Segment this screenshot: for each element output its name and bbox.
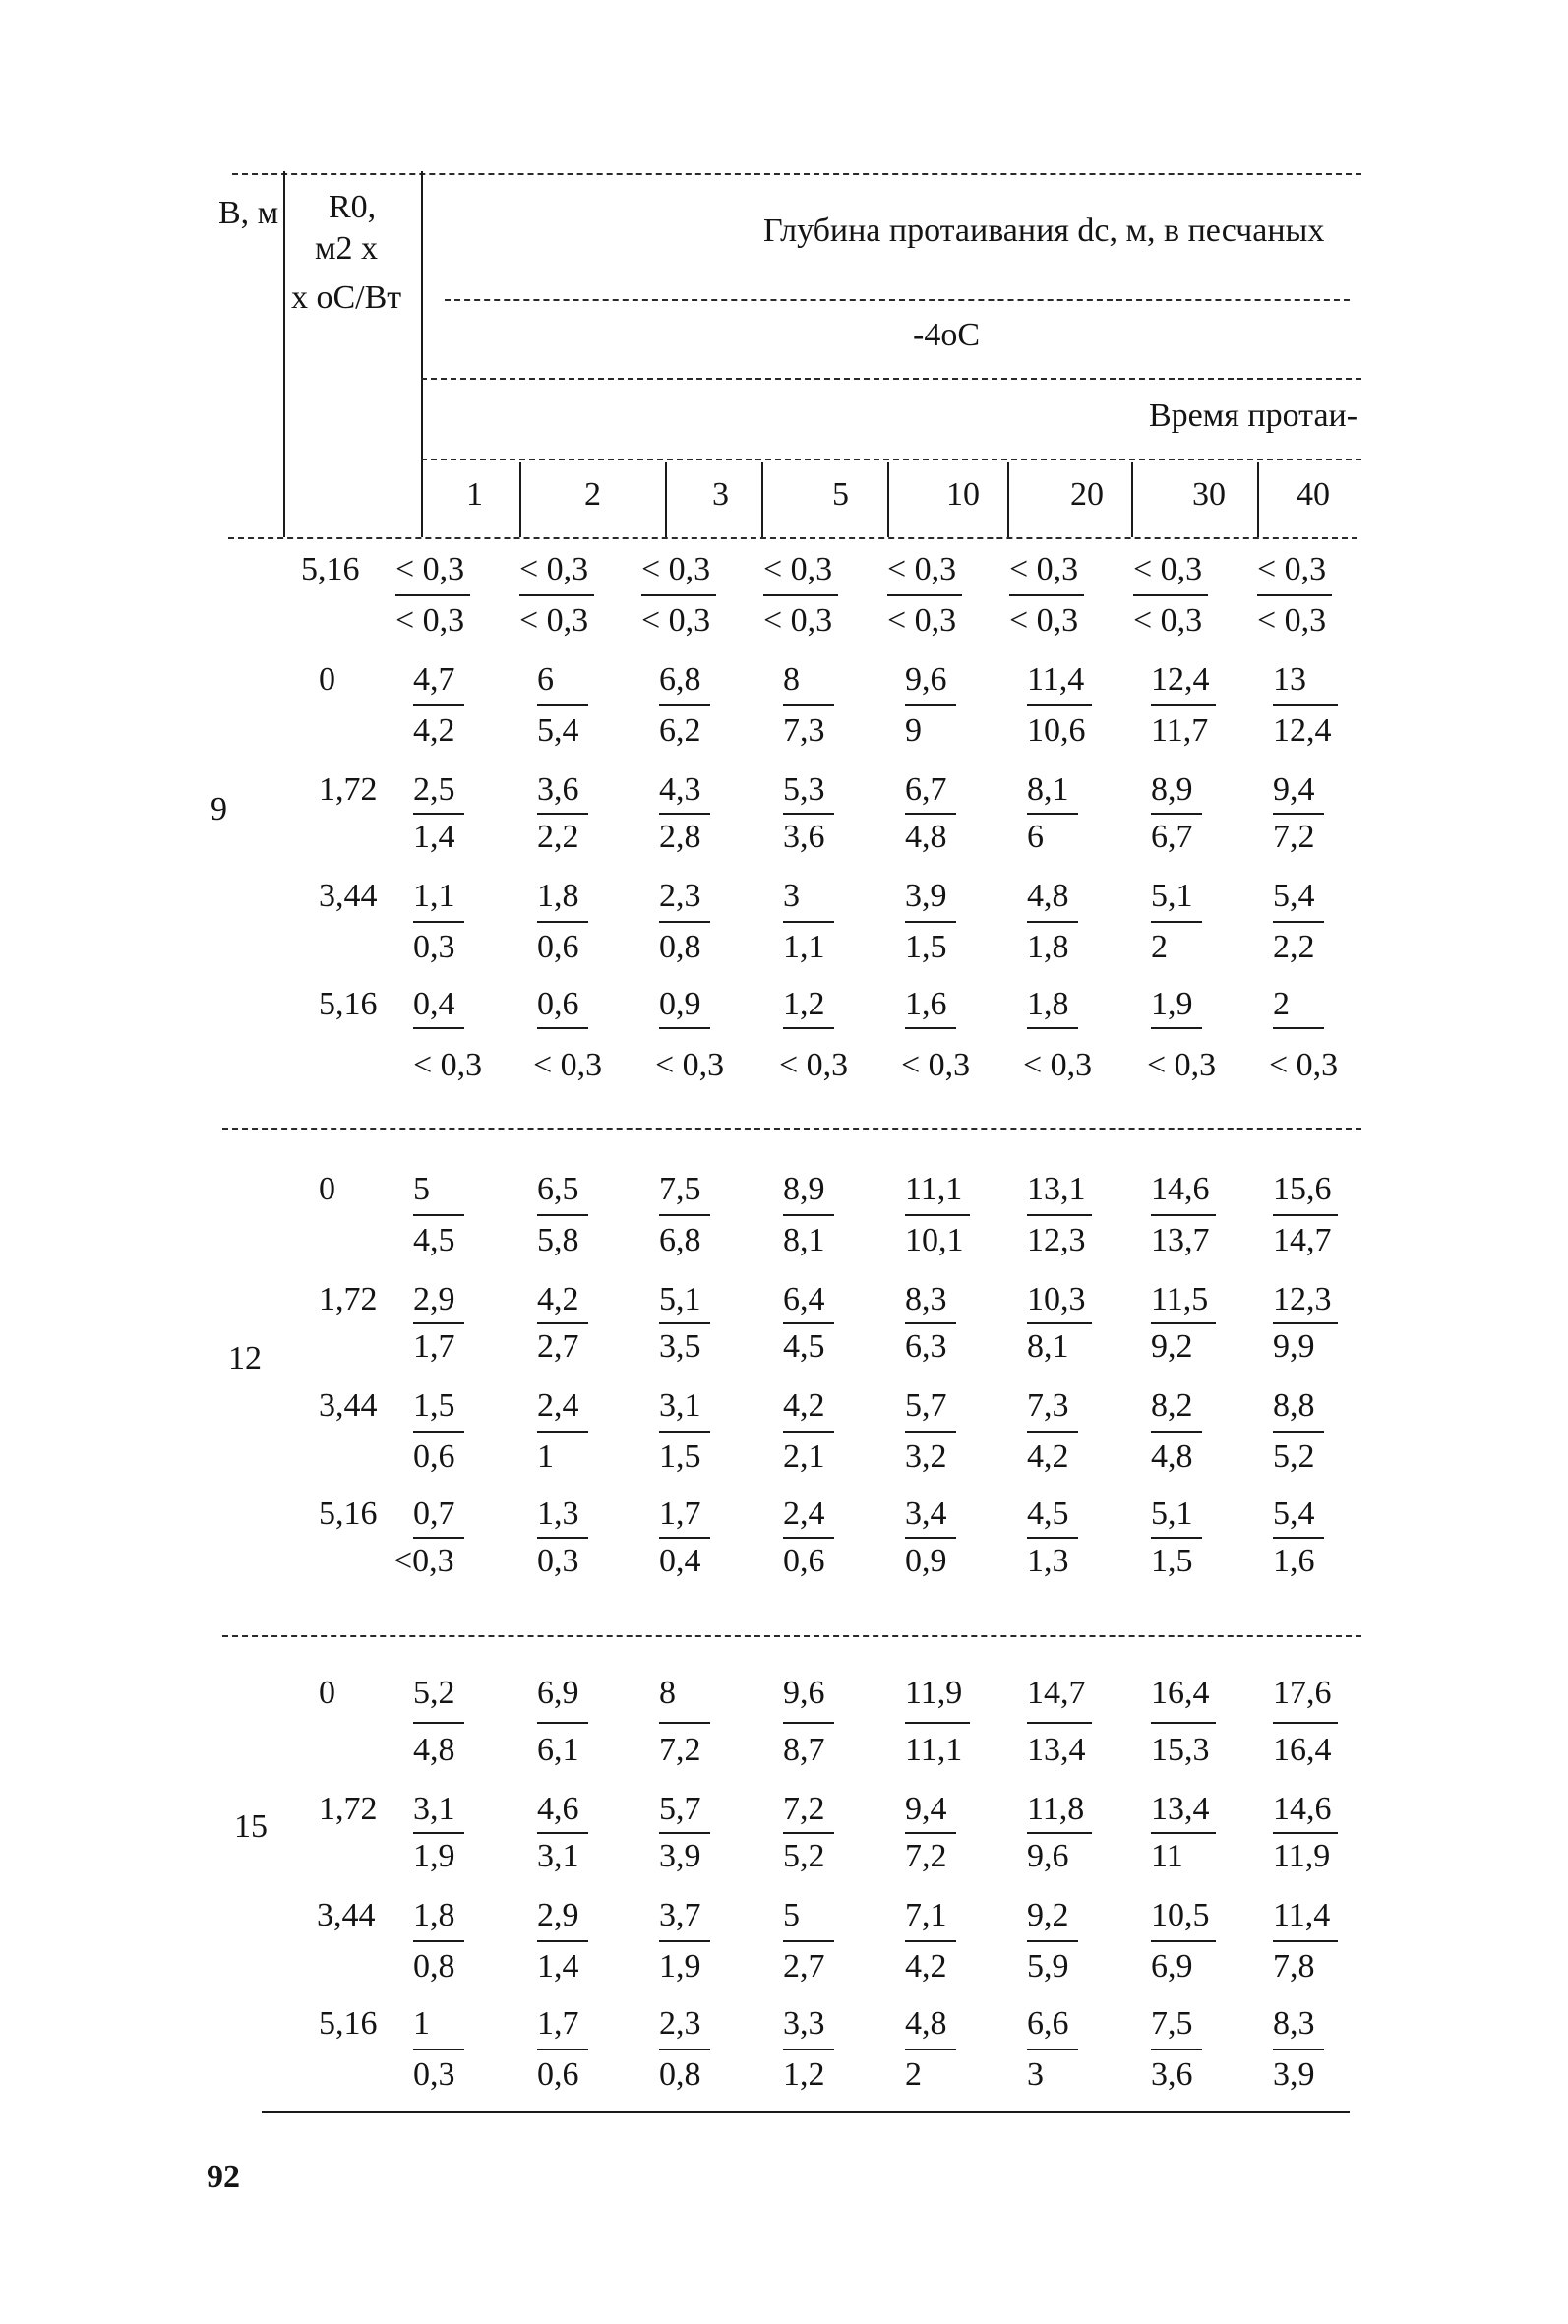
cell-bottom: < 0,3 — [1257, 602, 1327, 639]
col-divider — [519, 462, 521, 537]
cell-top: 3,7 — [659, 1897, 701, 1933]
cell-bottom: 0,6 — [537, 2056, 579, 2093]
cell-top: 6,7 — [905, 771, 947, 808]
cell-top: 11,4 — [1273, 1897, 1331, 1933]
cell-top: 5,4 — [1273, 1496, 1315, 1532]
cell-top: 1,8 — [537, 878, 579, 914]
r0-value: 0 — [319, 661, 335, 698]
cell-top: 4,2 — [537, 1281, 579, 1317]
cell-top: 14,6 — [1273, 1791, 1332, 1827]
col-divider — [665, 462, 667, 537]
header-columns-rule — [421, 459, 1361, 460]
cell-top: 1,8 — [413, 1897, 455, 1933]
cell-top: 0,4 — [413, 986, 455, 1022]
cell-bottom: 2,8 — [659, 819, 701, 855]
cell-bottom: 3,9 — [1273, 2056, 1315, 2093]
cell-bottom: 3,9 — [659, 1838, 701, 1874]
cell-bottom: < 0,3 — [887, 602, 957, 639]
cell-bottom: < 0,3 — [1269, 1047, 1339, 1083]
cell-top: 2,3 — [659, 878, 701, 914]
cell-top: 9,4 — [1273, 771, 1315, 808]
cell-top: 7,1 — [905, 1897, 947, 1933]
cell-bottom: 3,6 — [1151, 2056, 1193, 2093]
r0-value: 0 — [319, 1171, 335, 1207]
column-r0-line3: х оС/Вт — [291, 279, 402, 316]
r0-value: 3,44 — [317, 1897, 376, 1933]
cell-top: 6,6 — [1027, 2005, 1069, 2042]
cell-bottom: < 0,3 — [763, 602, 833, 639]
cell-bottom: 9,6 — [1027, 1838, 1069, 1874]
col-divider — [887, 462, 889, 537]
cell-bottom: 2 — [1151, 929, 1168, 965]
cell-top: 11,9 — [905, 1675, 963, 1711]
table-title: Глубина протаивания dc, м, в песчаных — [763, 213, 1325, 249]
cell-bottom: 0,8 — [659, 929, 701, 965]
cell-bottom: 11,1 — [905, 1732, 963, 1768]
cell-top: 13,1 — [1027, 1171, 1086, 1207]
cell-bottom: 6,8 — [659, 1222, 701, 1258]
cell-bottom: 12,4 — [1273, 712, 1332, 749]
cell-bottom: 1,5 — [1151, 1543, 1193, 1579]
cell-top: 1,5 — [413, 1387, 455, 1424]
page-number: 92 — [207, 2159, 240, 2195]
cell-bottom: 2,2 — [1273, 929, 1315, 965]
cell-top: 3,9 — [905, 878, 947, 914]
cell-bottom: 6,9 — [1151, 1948, 1193, 1985]
b-value: 15 — [234, 1808, 268, 1845]
cell-bottom: 0,3 — [413, 929, 455, 965]
cell-bottom: 14,7 — [1273, 1222, 1332, 1258]
col-divider — [1007, 462, 1009, 537]
time-col-40: 40 — [1297, 476, 1330, 513]
cell-bottom: 2,1 — [783, 1438, 825, 1475]
cell-top: 5,4 — [1273, 878, 1315, 914]
time-col-2: 2 — [584, 476, 601, 513]
cell-top: 1,9 — [1151, 986, 1193, 1022]
cell-top: 8,8 — [1273, 1387, 1315, 1424]
cell-top: 6 — [537, 661, 554, 698]
col-divider — [761, 462, 763, 537]
cell-bottom: 2,2 — [537, 819, 579, 855]
cell-bottom: 0,3 — [537, 1543, 579, 1579]
cell-bottom: 5,8 — [537, 1222, 579, 1258]
cell-top: 0,6 — [537, 986, 579, 1022]
cell-bottom: 3,1 — [537, 1838, 579, 1874]
cell-bottom: 13,4 — [1027, 1732, 1086, 1768]
cell-bottom: 6,1 — [537, 1732, 579, 1768]
cell-top: 14,7 — [1027, 1675, 1086, 1711]
cell-bottom: < 0,3 — [1009, 602, 1079, 639]
cell-bottom: 6 — [1027, 819, 1044, 855]
cell-bottom: 11 — [1151, 1838, 1183, 1874]
cell-bottom: 0,6 — [413, 1438, 455, 1475]
cell-bottom: < 0,3 — [779, 1047, 849, 1083]
cell-bottom: < 0,3 — [1133, 602, 1203, 639]
cell-top: 5,7 — [905, 1387, 947, 1424]
r0-value: 5,16 — [319, 1496, 378, 1532]
cell-bottom: 8,1 — [1027, 1328, 1069, 1365]
col-divider — [1257, 462, 1259, 537]
cell-bottom: 3,5 — [659, 1328, 701, 1365]
cell-bottom: 9 — [905, 712, 922, 749]
cell-top: < 0,3 — [1009, 551, 1079, 587]
cell-bottom: < 0,3 — [655, 1047, 725, 1083]
r0-value: 5,16 — [319, 2005, 378, 2042]
cell-top: 8,9 — [783, 1171, 825, 1207]
header-time-rule — [421, 378, 1361, 380]
r0-value: 5,16 — [301, 551, 360, 587]
cell-bottom: 5,2 — [1273, 1438, 1315, 1475]
cell-top: 8,3 — [905, 1281, 947, 1317]
cell-bottom: 1,8 — [1027, 929, 1069, 965]
cell-top: < 0,3 — [1257, 551, 1327, 587]
cell-top: 1,8 — [1027, 986, 1069, 1022]
cell-bottom: 4,2 — [1027, 1438, 1069, 1475]
cell-bottom: 0,8 — [659, 2056, 701, 2093]
cell-bottom: 4,8 — [905, 819, 947, 855]
cell-bottom: < 0,3 — [519, 602, 589, 639]
cell-bottom: 11,7 — [1151, 712, 1209, 749]
col-divider — [1131, 462, 1133, 537]
b-value: 9 — [211, 791, 227, 827]
cell-bottom: 7,2 — [905, 1838, 947, 1874]
cell-bottom: 1,9 — [659, 1948, 701, 1985]
cell-bottom: 7,8 — [1273, 1948, 1315, 1985]
column-r0-line2: м2 х — [315, 230, 379, 267]
cell-top: 1,3 — [537, 1496, 579, 1532]
cell-bottom: 2,7 — [783, 1948, 825, 1985]
r0-value: 3,44 — [319, 878, 378, 914]
r0-value: 1,72 — [319, 771, 378, 808]
cell-bottom: 4,5 — [783, 1328, 825, 1365]
cell-bottom: 1,2 — [783, 2056, 825, 2093]
cell-bottom: 4,2 — [413, 712, 455, 749]
cell-bottom: 1,3 — [1027, 1543, 1069, 1579]
time-col-1: 1 — [466, 476, 483, 513]
cell-bottom: 4,8 — [413, 1732, 455, 1768]
cell-bottom: 0,8 — [413, 1948, 455, 1985]
cell-bottom: 1,7 — [413, 1328, 455, 1365]
table-bottom-rule — [262, 2111, 1350, 2113]
cell-bottom: 10,1 — [905, 1222, 964, 1258]
cell-top: 8,2 — [1151, 1387, 1193, 1424]
cell-top: 4,7 — [413, 661, 455, 698]
r0-value: 3,44 — [319, 1387, 378, 1424]
cell-top: 5,3 — [783, 771, 825, 808]
cell-bottom: 0,6 — [783, 1543, 825, 1579]
cell-bottom: 1,9 — [413, 1838, 455, 1874]
cell-top: 5,1 — [659, 1281, 701, 1317]
cell-bottom: 1,1 — [783, 929, 825, 965]
cell-bottom: 3,2 — [905, 1438, 947, 1475]
time-col-5: 5 — [832, 476, 849, 513]
header-r0-border — [421, 171, 423, 537]
cell-top: 7,3 — [1027, 1387, 1069, 1424]
header-bottom-rule — [228, 537, 1357, 539]
cell-bottom: 6,2 — [659, 712, 701, 749]
cell-top: 10,5 — [1151, 1897, 1210, 1933]
cell-top: 1,7 — [659, 1496, 701, 1532]
time-col-30: 30 — [1192, 476, 1226, 513]
cell-top: 12,3 — [1273, 1281, 1332, 1317]
cell-bottom: 2 — [905, 2056, 922, 2093]
cell-top: 13,4 — [1151, 1791, 1210, 1827]
cell-top: < 0,3 — [1133, 551, 1203, 587]
cell-top: 3,1 — [413, 1791, 455, 1827]
cell-top: 5 — [783, 1897, 800, 1933]
cell-top: 9,4 — [905, 1791, 947, 1827]
cell-top: 7,5 — [1151, 2005, 1193, 2042]
time-col-3: 3 — [712, 476, 729, 513]
group-separator — [222, 1635, 1361, 1637]
cell-top: 0,7 — [413, 1496, 455, 1532]
cell-top: 2,9 — [537, 1897, 579, 1933]
cell-bottom: 3 — [1027, 2056, 1044, 2093]
cell-bottom: 2,7 — [537, 1328, 579, 1365]
r0-value: 1,72 — [319, 1791, 378, 1827]
r0-value: 1,72 — [319, 1281, 378, 1317]
cell-top: 11,1 — [905, 1171, 963, 1207]
b-value: 12 — [228, 1340, 262, 1376]
cell-bottom: 12,3 — [1027, 1222, 1086, 1258]
cell-top: 1,7 — [537, 2005, 579, 2042]
cell-top: 16,4 — [1151, 1675, 1210, 1711]
cell-bottom: 8,1 — [783, 1222, 825, 1258]
cell-top: 8,3 — [1273, 2005, 1315, 2042]
time-col-10: 10 — [946, 476, 980, 513]
cell-top: 4,3 — [659, 771, 701, 808]
cell-bottom: 7,2 — [659, 1732, 701, 1768]
cell-top: 9,6 — [783, 1675, 825, 1711]
cell-top: 4,5 — [1027, 1496, 1069, 1532]
cell-top: < 0,3 — [887, 551, 957, 587]
cell-bottom: 5,9 — [1027, 1948, 1069, 1985]
time-col-20: 20 — [1070, 476, 1104, 513]
cell-bottom: 11,9 — [1273, 1838, 1331, 1874]
cell-top: 10,3 — [1027, 1281, 1086, 1317]
cell-top: 4,8 — [1027, 878, 1069, 914]
cell-top: 7,5 — [659, 1171, 701, 1207]
cell-bottom: < 0,3 — [533, 1047, 603, 1083]
cell-bottom: 5,4 — [537, 712, 579, 749]
cell-top: 3,6 — [537, 771, 579, 808]
cell-top: 1,2 — [783, 986, 825, 1022]
cell-top: 4,2 — [783, 1387, 825, 1424]
cell-bottom: < 0,3 — [901, 1047, 971, 1083]
cell-top: < 0,3 — [519, 551, 589, 587]
cell-top: 13 — [1273, 661, 1306, 698]
cell-bottom: 4,8 — [1151, 1438, 1193, 1475]
cell-top: 4,8 — [905, 2005, 947, 2042]
cell-top: 17,6 — [1273, 1675, 1332, 1711]
header-temp-rule — [445, 299, 1350, 301]
cell-bottom: < 0,3 — [1023, 1047, 1093, 1083]
cell-top: 5,2 — [413, 1675, 455, 1711]
cell-bottom: 1,5 — [905, 929, 947, 965]
cell-top: 8,1 — [1027, 771, 1069, 808]
cell-top: 15,6 — [1273, 1171, 1332, 1207]
cell-bottom: < 0,3 — [413, 1047, 483, 1083]
cell-bottom: < 0,3 — [1147, 1047, 1217, 1083]
cell-top: 2 — [1273, 986, 1290, 1022]
cell-bottom: 6,3 — [905, 1328, 947, 1365]
cell-top: 2,4 — [537, 1387, 579, 1424]
cell-top: 6,5 — [537, 1171, 579, 1207]
cell-top: 1,6 — [905, 986, 947, 1022]
cell-bottom: 0,3 — [413, 2056, 455, 2093]
cell-top: 7,2 — [783, 1791, 825, 1827]
column-b-header: B, м — [218, 195, 279, 231]
cell-top: 8,9 — [1151, 771, 1193, 808]
cell-bottom: 10,6 — [1027, 712, 1086, 749]
cell-top: 12,4 — [1151, 661, 1210, 698]
header-top-rule — [232, 173, 1361, 175]
cell-bottom: 9,2 — [1151, 1328, 1193, 1365]
r0-value: 0 — [319, 1675, 335, 1711]
cell-bottom: 1,5 — [659, 1438, 701, 1475]
cell-top: 11,4 — [1027, 661, 1085, 698]
cell-top: 6,8 — [659, 661, 701, 698]
cell-top: 6,4 — [783, 1281, 825, 1317]
cell-bottom: 16,4 — [1273, 1732, 1332, 1768]
cell-top: 5,1 — [1151, 1496, 1193, 1532]
cell-bottom: 9,9 — [1273, 1328, 1315, 1365]
cell-top: 3,1 — [659, 1387, 701, 1424]
cell-bottom: 1 — [537, 1438, 554, 1475]
cell-top: 14,6 — [1151, 1171, 1210, 1207]
cell-top: 0,9 — [659, 986, 701, 1022]
cell-top: 5,7 — [659, 1791, 701, 1827]
cell-bottom: 8,7 — [783, 1732, 825, 1768]
cell-top: < 0,3 — [641, 551, 711, 587]
r0-value: 5,16 — [319, 986, 378, 1022]
cell-bottom: 1,6 — [1273, 1543, 1315, 1579]
cell-bottom: 1,4 — [413, 819, 455, 855]
cell-top: 3,4 — [905, 1496, 947, 1532]
cell-top: 2,4 — [783, 1496, 825, 1532]
cell-top: 11,5 — [1151, 1281, 1209, 1317]
cell-top: 8 — [659, 1675, 676, 1711]
group-separator — [222, 1128, 1361, 1130]
cell-bottom: 15,3 — [1151, 1732, 1210, 1768]
cell-bottom: 0,4 — [659, 1543, 701, 1579]
cell-top: 4,6 — [537, 1791, 579, 1827]
cell-top: < 0,3 — [395, 551, 465, 587]
cell-bottom: 13,7 — [1151, 1222, 1210, 1258]
cell-bottom: 4,5 — [413, 1222, 455, 1258]
cell-top: 9,2 — [1027, 1897, 1069, 1933]
cell-top: 11,8 — [1027, 1791, 1085, 1827]
cell-bottom: < 0,3 — [641, 602, 711, 639]
cell-top: 3,3 — [783, 2005, 825, 2042]
cell-bottom: 0,6 — [537, 929, 579, 965]
cell-bottom: 0,9 — [905, 1543, 947, 1579]
cell-top: 9,6 — [905, 661, 947, 698]
cell-top: 5 — [413, 1171, 430, 1207]
cell-bottom: 4,2 — [905, 1948, 947, 1985]
time-label: Время протаи- — [1149, 398, 1358, 434]
cell-top: 1 — [413, 2005, 430, 2042]
cell-top: 1,1 — [413, 878, 455, 914]
cell-bottom: 7,3 — [783, 712, 825, 749]
cell-bottom: 3,6 — [783, 819, 825, 855]
cell-bottom: 1,4 — [537, 1948, 579, 1985]
cell-bottom: < 0,3 — [395, 602, 465, 639]
temperature-label: -4оС — [913, 317, 980, 353]
cell-top: 2,3 — [659, 2005, 701, 2042]
cell-bottom: 6,7 — [1151, 819, 1193, 855]
cell-bottom: <0,3 — [393, 1543, 454, 1579]
cell-top: 5,1 — [1151, 878, 1193, 914]
cell-top: 8 — [783, 661, 800, 698]
header-left-border — [283, 171, 285, 537]
cell-bottom: 5,2 — [783, 1838, 825, 1874]
cell-top: 2,5 — [413, 771, 455, 808]
cell-top: 3 — [783, 878, 800, 914]
column-r0-line1: R0, — [329, 189, 377, 225]
cell-top: 2,9 — [413, 1281, 455, 1317]
cell-bottom: 7,2 — [1273, 819, 1315, 855]
cell-top: < 0,3 — [763, 551, 833, 587]
cell-top: 6,9 — [537, 1675, 579, 1711]
